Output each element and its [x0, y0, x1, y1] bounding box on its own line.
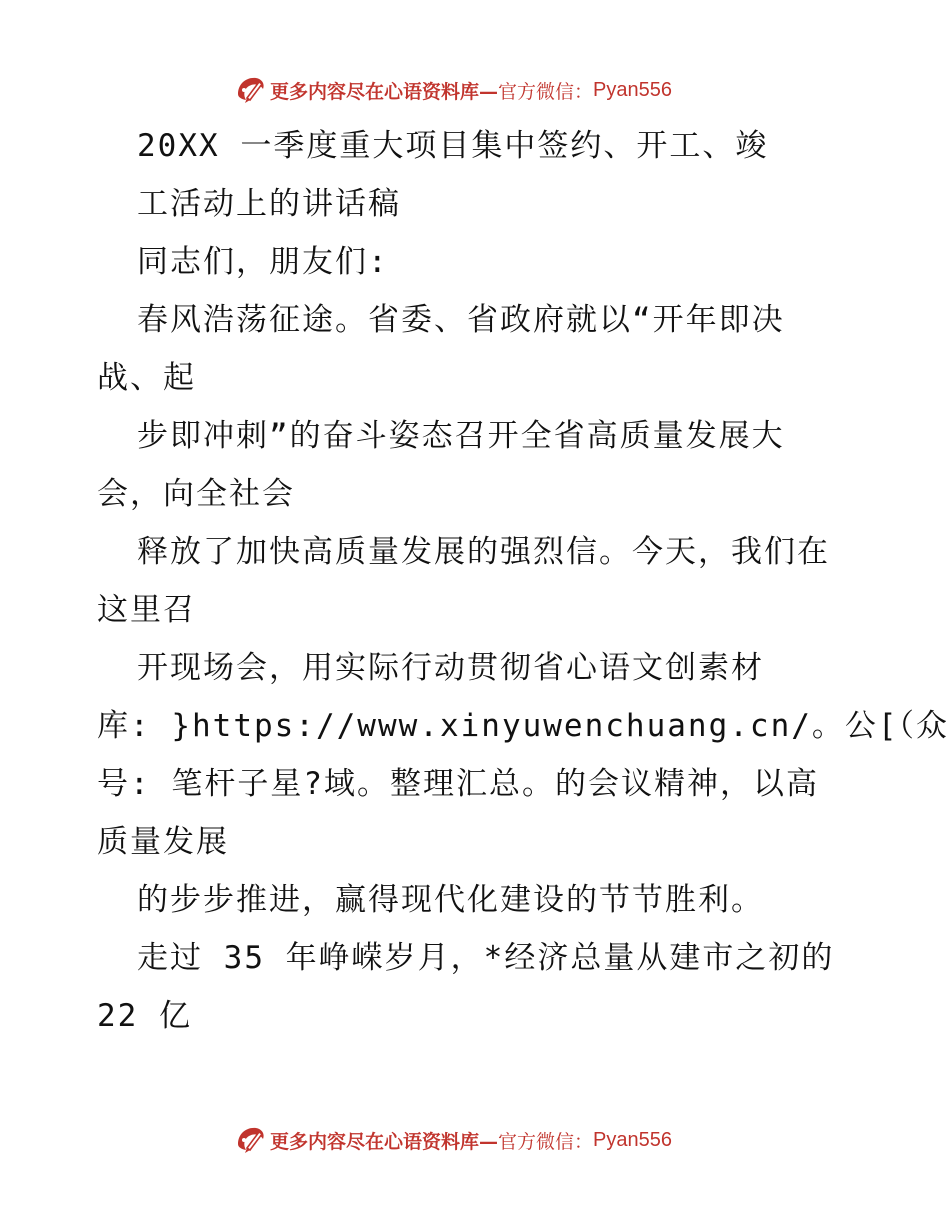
- watermark-wechat-label: 官方微信：: [498, 80, 594, 103]
- pen-logo-icon: [232, 1122, 268, 1158]
- doc-text-line: 的步步推进，赢得现代化建设的节节胜利。: [137, 882, 764, 918]
- watermark-wechat-id: Pyan556: [593, 78, 672, 101]
- doc-text-line: 质量发展: [97, 824, 229, 860]
- watermark-wechat-label: 官方微信：: [498, 1130, 594, 1153]
- doc-text-line: 春风浩荡征途。省委、省政府就以“开年即决: [137, 302, 785, 338]
- doc-text-line: 释放了加快高质量发展的强烈信。今天，我们在: [137, 534, 830, 570]
- pen-logo-icon: [232, 72, 268, 108]
- doc-text-line: 这里召: [97, 592, 196, 628]
- doc-text-line: 号: 笔杆子星?域。整理汇总。的会议精神，以高: [97, 766, 819, 802]
- doc-text-line: 战、起: [97, 360, 196, 396]
- doc-title-line-2: 工活动上的讲话稿: [137, 186, 401, 222]
- watermark-site-text: 更多内容尽在心语资料库—: [270, 1130, 499, 1153]
- doc-text-line: 会，向全社会: [97, 476, 295, 512]
- doc-text-line: 开现场会，用实际行动贯彻省心语文创素材: [137, 650, 764, 686]
- doc-title-line-1: 20XX 一季度重大项目集中签约、开工、竣: [137, 128, 769, 164]
- footer-watermark: [232, 1122, 672, 1158]
- doc-text-line: 步即冲刺”的奋斗姿态召开全省高质量发展大: [137, 418, 785, 454]
- header-watermark: [232, 72, 672, 108]
- doc-text-line: 走过 35 年峥嵘岁月，*经济总量从建市之初的: [137, 940, 835, 976]
- watermark-wechat-id: Pyan556: [593, 1128, 672, 1151]
- watermark-site-text: 更多内容尽在心语资料库—: [270, 80, 499, 103]
- doc-salutation: 同志们，朋友们:: [137, 244, 389, 280]
- doc-text-line: 库: }https://www.xinyuwenchuang.cn/。公[（众: [97, 708, 950, 744]
- doc-text-line: 22 亿: [97, 998, 192, 1034]
